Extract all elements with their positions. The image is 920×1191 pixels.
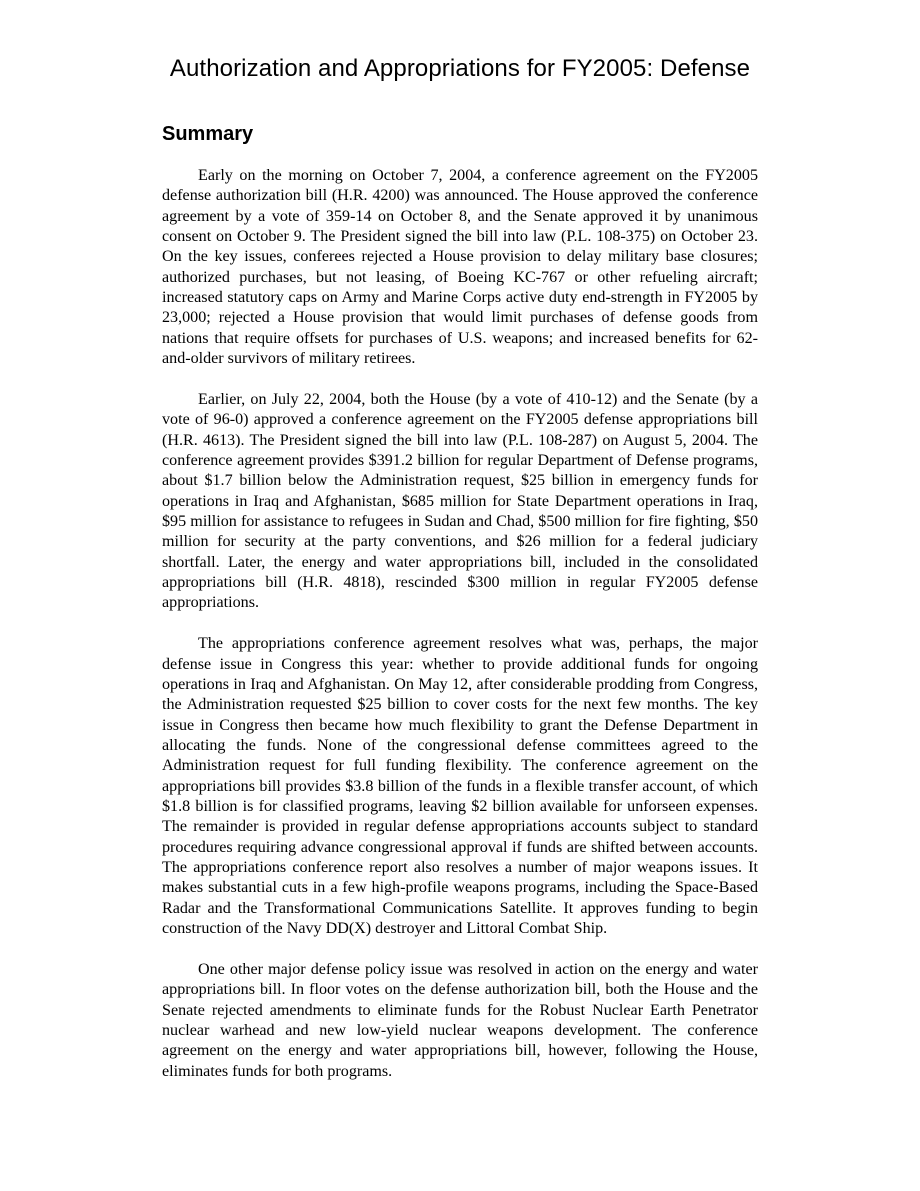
summary-body — [162, 166, 758, 1102]
paragraph-appropriations: Earlier, on July 22, 2004, both the House (by a vote of 410-12) and the Senate (by a vote of 96-0) approved a conference agreement on the FY2005 defense appropriations bill (H.R. 4613). The President signed the bill into law (P.L. 108-287) on August 5, 2004. The conference agreement provides $391.2 billion for regular Department of Defense programs, about $1.7 billion below the Administration request, $25 billion in emergency funds for operations in Iraq and Afghanistan, $685 million for State Department operations in Iraq, $95 million for assistance to refugees in Sudan and Chad, $500 million for fire fighting, $50 million for security at the party conventions, and $26 million for a federal judiciary shortfall. Later, the energy and water appropriations bill, included in the consolidated appropriations bill (H.R. 4818), rescinded $300 million in regular FY2005 defense appropriations. — [162, 390, 758, 612]
paragraph-nuclear-weapons: One other major defense policy issue was resolved in action on the energy and water appropriations bill. In floor votes on the defense authorization bill, both the House and the Senate rejected amendments to eliminate funds for the Robust Nuclear Earth Penetrator nuclear warhead and new low-yield nuclear weapons development. The conference agreement on the energy and water appropriations bill, however, following the House, eliminates funds for both programs. — [162, 960, 758, 1080]
section-heading-summary: Summary — [162, 123, 254, 145]
paragraph-iraq-afghanistan-funding: The appropriations conference agreement resolves what was, perhaps, the major defense issue in Congress this year: whether to provide additional funds for ongoing operations in Iraq and Afghanistan. On May 12, after considerable prodding from Congress, the Administration requested $25 billion to cover costs for the next few months. The key issue in Congress then became how much flexibility to grant the Defense Department in allocating the funds. None of the congressional defense committees agreed to the Administration request for full funding flexibility. The conference agreement on the appropriations bill provides $3.8 billion of the funds in a flexible transfer account, of which $1.8 billion is for classified programs, leaving $2 billion available for unforseen expenses. The remainder is provided in regular defense appropriations accounts subject to standard procedures requiring advance congressional approval if funds are shifted between accounts. The appropriations conference report also resolves a number of major weapons issues. It makes substantial cuts in a few high-profile weapons programs, including the Space-Based Radar and the Transformational Communications Satellite. It approves funding to begin construction of the Navy DD(X) destroyer and Littoral Combat Ship. — [162, 635, 758, 938]
paragraph-authorization: Early on the morning on October 7, 2004, a conference agreement on the FY2005 defense authorization bill (H.R. 4200) was announced. The House approved the conference agreement by a vote of 359-14 on October 8, and the Senate approved it by unanimous consent on October 9. The President signed the bill into law (P.L. 108-375) on October 23. On the key issues, conferees rejected a House provision to delay military base closures; authorized purchases, but not leasing, of Boeing KC-767 or other refueling aircraft; increased statutory caps on Army and Marine Corps active duty end-strength in FY2005 by 23,000; rejected a House provision that would limit purchases of defense goods from nations that require offsets for purchases of U.S. weapons; and increased benefits for 62-and-older survivors of military retirees. — [162, 167, 758, 368]
document-title: Authorization and Appropriations for FY2005: Defense — [169, 55, 751, 82]
